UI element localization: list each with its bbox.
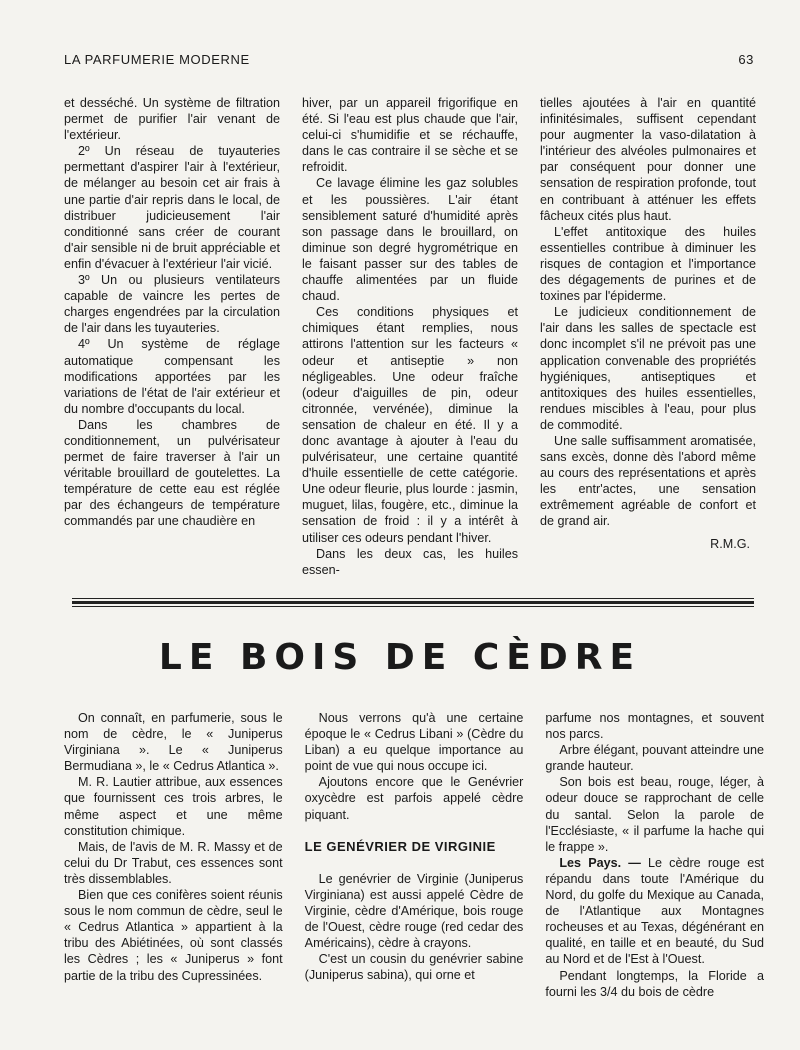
- paragraph: 4º Un système de réglage automatique compensant les modifications apportées par les variations de l'état de l'air extérieur et du nombre d'occupants du local.: [64, 337, 280, 416]
- paragraph: Le judicieux conditionnement de l'air dans les salles de spectacle est donc incomplet s'il ne prévoit pas une application convenable des propriétés hygiéniques, antiseptiques et antitoxiques des huiles essentielles, rendues miscibles à l'eau, pour plus de commodité.: [540, 305, 756, 432]
- bottom-column-2: [305, 710, 524, 1000]
- top-column-3: [540, 95, 756, 578]
- paragraph: Pendant longtemps, la Floride a fourni les 3/4 du bois de cèdre: [545, 968, 765, 999]
- journal-title: LA PARFUMERIE MODERNE: [64, 52, 250, 67]
- top-column-2: [302, 95, 518, 578]
- paragraph: 3º Un ou plusieurs ventilateurs capable de vaincre les pertes de charges engendrées par la circulation de l'air dans les tuyauteries.: [64, 273, 280, 336]
- paragraph: Ajoutons encore que le Genévrier oxycèdre est parfois appelé cèdre piquant.: [304, 775, 524, 822]
- paragraph: On connaît, en parfumerie, sous le nom de cèdre, le « Juniperus Virginiana ». Le « Juniperus Bermudiana », le « Cedrus Atlantica ».: [64, 711, 283, 774]
- page-number: 63: [738, 52, 754, 67]
- runin-label: Les Pays. —: [559, 855, 641, 870]
- author-signature: R.M.G.: [710, 536, 750, 551]
- top-column-1: [64, 95, 280, 578]
- paragraph: Nous verrons qu'à une certaine époque le « Cedrus Libani » (Cèdre du Liban) a eu quelque importance au point de vue qui nous occupe ici.: [304, 711, 524, 774]
- paragraph: Le genévrier de Virginie (Juniperus Virginiana) est aussi appelé Cèdre de Virginie, cèdre d'Amérique, bois rouge de l'Ouest, cèdre rouge (red cedar des Américains), cèdre à crayons.: [304, 871, 524, 951]
- paragraph: M. R. Lautier attribue, aux essences que fournissent ces trois arbres, le même aspect et une même constitution chimique.: [64, 775, 283, 838]
- running-header: [64, 52, 754, 67]
- paragraph: [545, 855, 764, 968]
- paragraph: 2º Un réseau de tuyauteries permettant d'aspirer l'air à l'extérieur, de mélanger au besoin cet air frais à une partie d'air repris dans le local, de distribuer judicieusement l'air conditionné sans créer de courant d'air sensible ni de bruit appréciable et enfin d'évacuer à l'extérieur l'air vicié.: [64, 144, 280, 271]
- paragraph: Arbre élégant, pouvant atteindre une grande hauteur.: [545, 743, 765, 774]
- article-title: LE BOIS DE CÈDRE: [158, 637, 642, 678]
- bottom-article-columns: [64, 710, 764, 1000]
- paragraph: et desséché. Un système de filtration permet de purifier l'air venant de l'extérieur.: [64, 96, 280, 143]
- section-divider: [72, 598, 754, 607]
- paragraph: tielles ajoutées à l'air en quantité infinitésimales, suffisent cependant pour augmenter la vaso-dilatation à l'intérieur des alvéoles pulmonaires et par conséquent pour donner une sensation de respiration profonde, tout en contribuant à atténuer les effets fâcheux cités plus haut.: [540, 96, 756, 223]
- paragraph: Ces conditions physiques et chimiques étant remplies, nous attirons l'attention sur les facteurs « odeur et antiseptie » non négligeables. Une odeur fraîche (odeur d'aiguilles de pin, odeur citronnée, vervénée), diminue la sensation de chaleur en été. Il y a donc avantage à ajouter à l'eau du pulvérisateur, une certaine quantité d'huile essentielle de cette catégorie. Une odeur fleurie, plus lourde : jasmin, muguet, lilas, fougère, etc., diminue la sensation de froid : il y a intérêt à utiliser ces odeurs pendant l'hiver.: [302, 305, 518, 545]
- paragraph: Ce lavage élimine les gaz solubles et les poussières. L'air étant sensiblement saturé d'humidité après son passage dans le brouillard, on diminue son degré hygrométrique en le faisant passer sur des tables de chauffe alimentées par un fluide chaud.: [302, 176, 518, 304]
- paragraph: hiver, par un appareil frigorifique en été. Si l'eau est plus chaude que l'air, celui-ci s'humidifie et se réchauffe, dans le cas contraire il se sèche et se refroidit.: [302, 96, 518, 175]
- top-article-columns: [64, 95, 756, 578]
- paragraph: Dans les chambres de conditionnement, un pulvérisateur permet de faire traverser à l'air un véritable brouillard de goutelettes. La température de cette eau est réglée par des échangeurs de température commandés par une chaudière en: [64, 417, 280, 529]
- paragraph: Bien que ces conifères soient réunis sous le nom commun de cèdre, seul le « Cedrus Atlantica » appartient à la tribu des Abiétinées, où sont classés les Cèdres ; les « Juniperus » font partie de la tribu des Cupressinées.: [64, 888, 283, 983]
- paragraph: parfume nos montagnes, et souvent nos parcs.: [545, 711, 765, 742]
- runin-text: Le cèdre rouge est répandu dans toute l'Amérique du Nord, du golfe du Mexique au Canada, de l'Atlantique aux Montagnes rocheuses et au Texas, dégénérant en qualité, en taille et en beauté, du Sud au Nord et de l'Est à l'Ouest.: [545, 855, 765, 967]
- paragraph: L'effet antitoxique des huiles essentielles contribue à diminuer les risques de contagion et l'importance des dégagements de purines et de toxines par l'épiderme.: [540, 224, 756, 304]
- paragraph: Son bois est beau, rouge, léger, à odeur douce se rapprochant de celle du santal. Selon la parole de l'Ecclésiaste, « il parfume la hache qui le frappe ».: [545, 775, 765, 854]
- paragraph: Dans les deux cas, les huiles essen-: [302, 546, 518, 577]
- bottom-column-3: [545, 710, 764, 1000]
- paragraph: Mais, de l'avis de M. R. Massy et de celui du Dr Trabut, ces essences sont très dissemblables.: [64, 839, 283, 886]
- paragraph: C'est un cousin du genévrier sabine (Juniperus sabina), qui orne et: [304, 952, 524, 983]
- section-subheading: LE GENÉVRIER DE VIRGINIE: [304, 838, 496, 854]
- paragraph: Une salle suffisamment aromatisée, sans excès, donne dès l'abord même au cours des représentations et après les entr'actes, une sensation extrêmement agréable de confort et de grand air.: [540, 433, 756, 529]
- bottom-column-1: [64, 710, 283, 1000]
